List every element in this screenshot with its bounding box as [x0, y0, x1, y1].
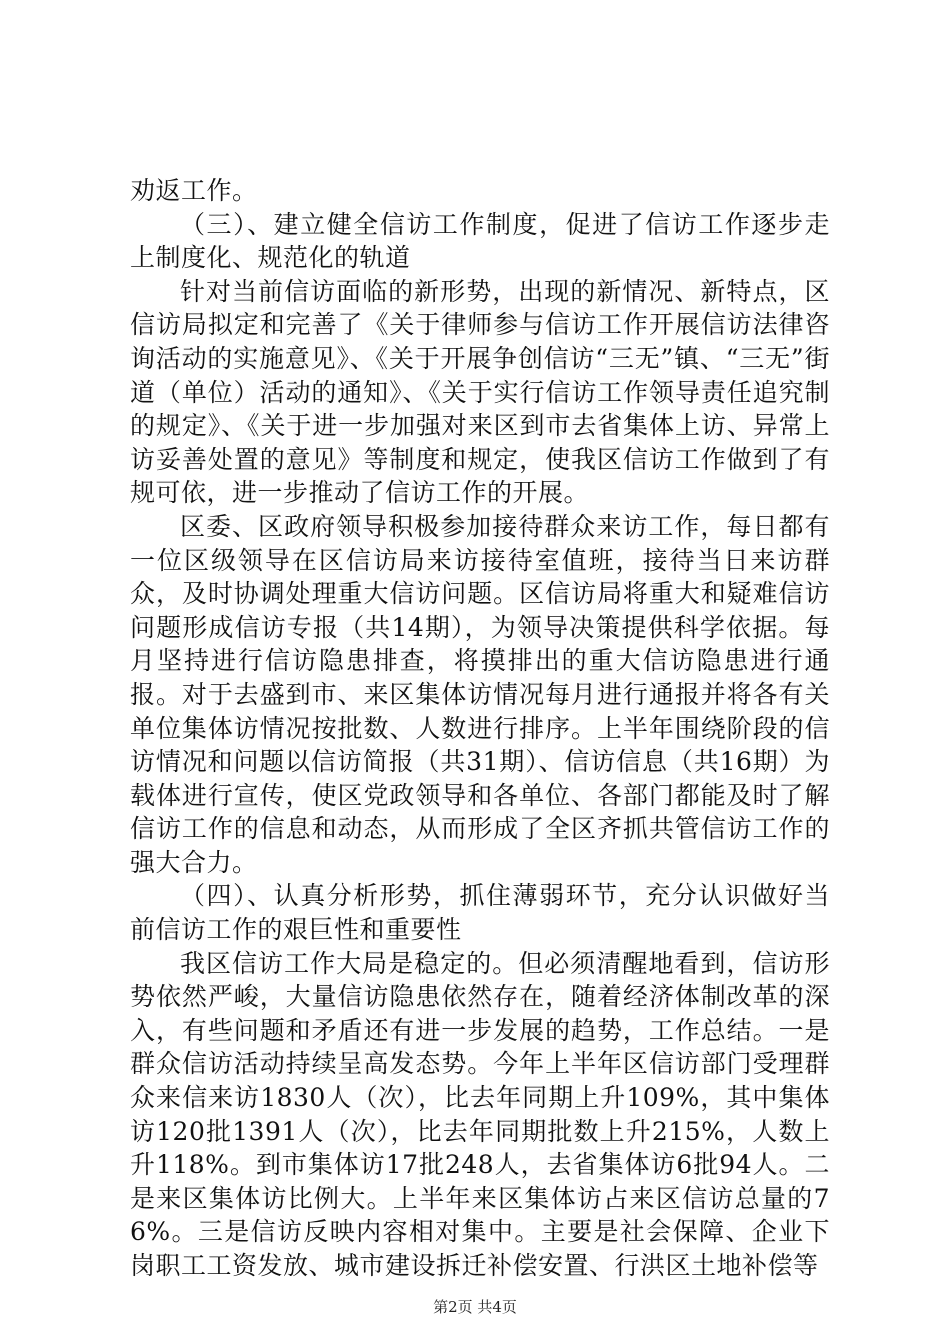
paragraph-continuation: 劝返工作。 [130, 176, 258, 205]
paragraph-regulations: 针对当前信访面临的新形势，出现的新情况、新特点，区信访局拟定和完善了《关于律师参与信访工作开展信访法律咨询活动的实施意见》、《关于开展争创信访“三无”镇、“三无”街道（单位）活动的通知》、《关于实行信访工作领导责任追究制的规定》、《关于进一步加强对来区到市去省集体上访、异常上访妥善处置的意见》等制度和规定，使我区信访工作做到了有规可依，进一步推动了信访工作的开展。 [130, 276, 830, 508]
paragraph-situation-analysis: 我区信访工作大局是稳定的。但必须清醒地看到，信访形势依然严峻，大量信访隐患依然存在，随着经济体制改革的深入，有些问题和矛盾还有进一步发展的趋势，工作总结。一是群众信访活动持续呈高发态势。今年上半年区信访部门受理群众来信来访1830人（次），比去年同期上升109%，其中集体访120批1391人（次），比去年同期批数上升215%，人数上升118%。到市集体访17批248人，去省集体访6批94人。二是来区集体访比例大。上半年来区集体访占来区信访总量的76%。三是信访反映内容相对集中。主要是社会保障、企业下岗职工工资发放、城市建设拆迁补偿安置、行洪区土地补偿等 [130, 948, 830, 1280]
paragraph-leadership-reception: 区委、区政府领导积极参加接待群众来访工作，每日都有一位区级领导在区信访局来访接待室值班，接待当日来访群众，及时协调处理重大信访问题。区信访局将重大和疑难信访问题形成信访专报（共14期），为领导决策提供科学依据。每月坚持进行信访隐患排查，将摸排出的重大信访隐患进行通报。对于去盛到市、来区集体访情况每月进行通报并将各有关单位集体访情况按批数、人数进行排序。上半年围绕阶段的信访情况和问题以信访简报（共31期）、信访信息（共16期）为载体进行宣传，使区党政领导和各单位、各部门都能及时了解信访工作的信息和动态，从而形成了全区齐抓共管信访工作的强大合力。 [130, 511, 830, 877]
section-heading-3: （三）、建立健全信访工作制度，促进了信访工作逐步走上制度化、规范化的轨道 [130, 209, 830, 273]
document-body [130, 174, 830, 1283]
page-number-footer: 第2页 共4页 [433, 1298, 517, 1316]
section-heading-4: （四）、认真分析形势，抓住薄弱环节，充分认识做好当前信访工作的艰巨性和重要性 [130, 881, 830, 945]
